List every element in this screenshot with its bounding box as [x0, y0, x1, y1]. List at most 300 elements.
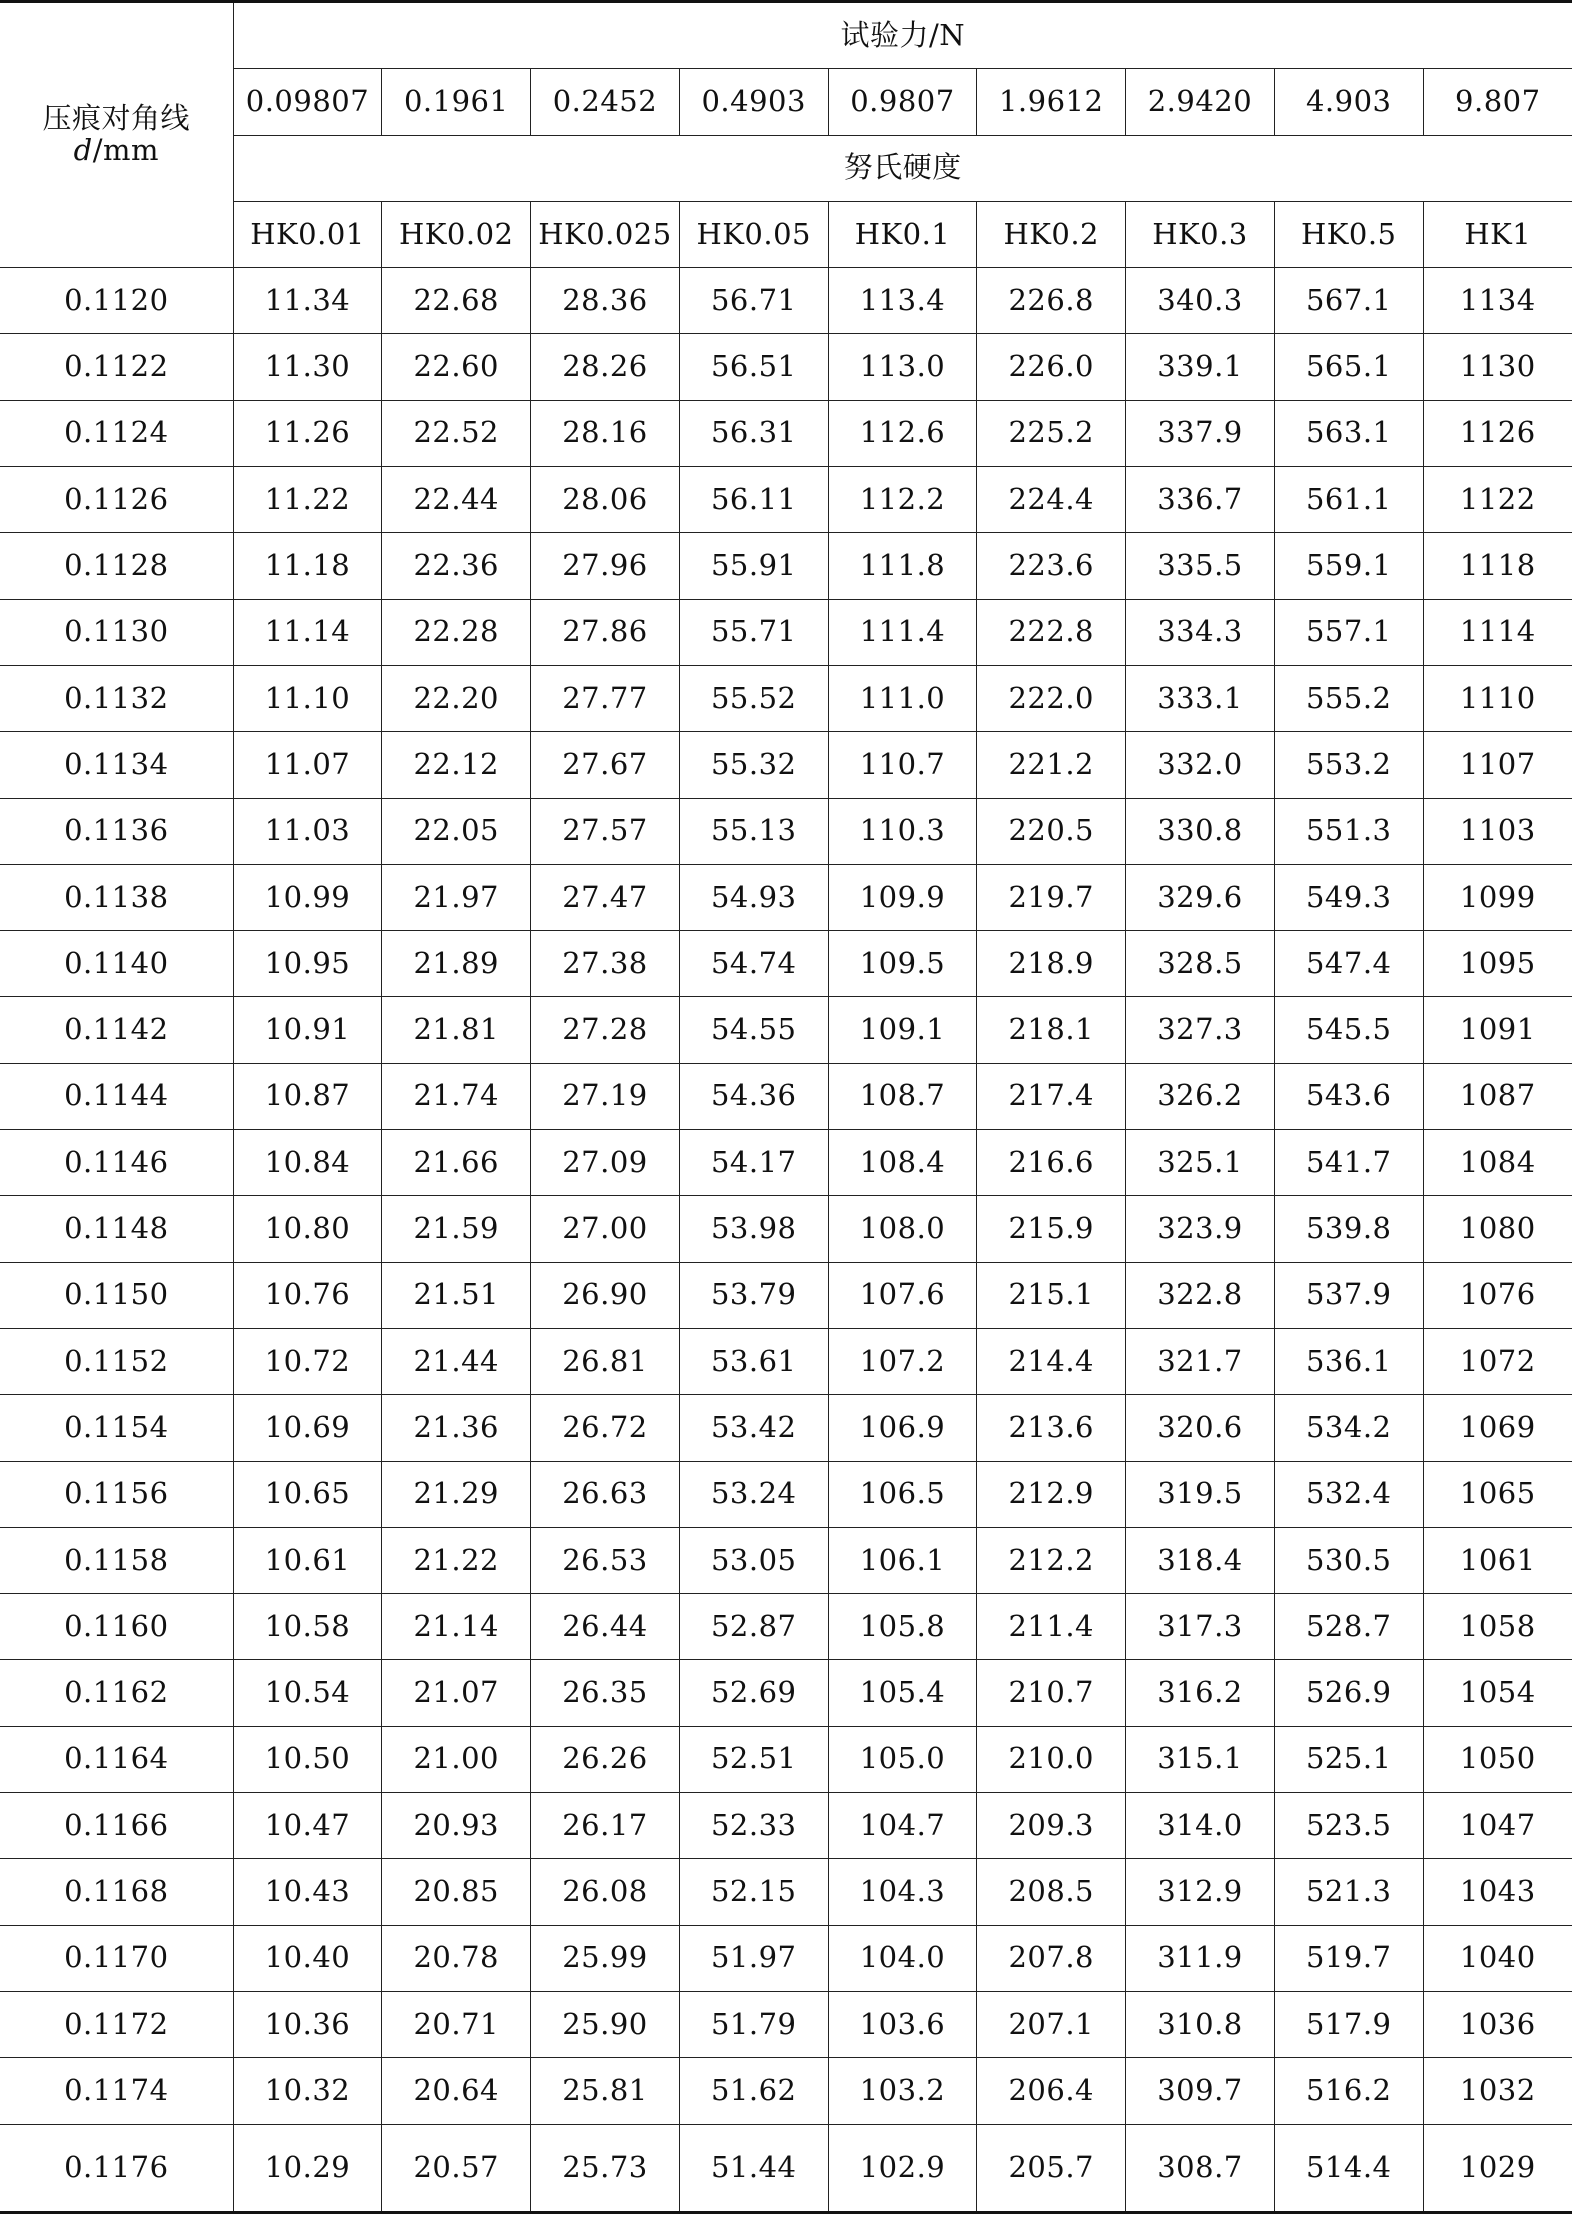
hardness-value: 27.09: [531, 1130, 680, 1196]
table-row: [0, 599, 1572, 665]
hardness-value: 21.29: [382, 1461, 531, 1527]
diagonal-value: 0.1158: [0, 1527, 233, 1593]
hardness-value: 22.28: [382, 599, 531, 665]
hardness-value: 104.3: [828, 1859, 977, 1925]
hardness-value: 10.36: [233, 1991, 382, 2057]
table-body: [0, 2, 1572, 2213]
hardness-value: 11.03: [233, 798, 382, 864]
hardness-value: 27.00: [531, 1196, 680, 1262]
table-row: [0, 1726, 1572, 1792]
diagonal-value: 0.1164: [0, 1726, 233, 1792]
hardness-value: 22.20: [382, 665, 531, 731]
table-row: [0, 1793, 1572, 1859]
hardness-value: 27.96: [531, 533, 680, 599]
table-row: [0, 2124, 1572, 2212]
hardness-value: 109.9: [828, 864, 977, 930]
hardness-value: 111.0: [828, 665, 977, 731]
header-row-forces: [0, 69, 1572, 135]
hardness-value: 322.8: [1126, 1262, 1275, 1328]
diagonal-value: 0.1160: [0, 1594, 233, 1660]
table-row: [0, 1660, 1572, 1726]
hardness-value: 514.4: [1274, 2124, 1423, 2212]
diagonal-value: 0.1150: [0, 1262, 233, 1328]
hardness-value: 308.7: [1126, 2124, 1275, 2212]
hardness-value: 1080: [1423, 1196, 1572, 1262]
hardness-value: 104.7: [828, 1793, 977, 1859]
hardness-value: 112.6: [828, 400, 977, 466]
table-row: [0, 1328, 1572, 1394]
hardness-value: 559.1: [1274, 533, 1423, 599]
table-row: [0, 1262, 1572, 1328]
hardness-value: 109.1: [828, 997, 977, 1063]
hardness-value: 28.26: [531, 334, 680, 400]
hardness-value: 567.1: [1274, 268, 1423, 334]
test-force-value: 2.9420: [1126, 69, 1275, 135]
hardness-scale-label: HK0.025: [531, 201, 680, 267]
hardness-value: 21.07: [382, 1660, 531, 1726]
hardness-value: 21.89: [382, 931, 531, 997]
hardness-value: 27.38: [531, 931, 680, 997]
hardness-value: 561.1: [1274, 467, 1423, 533]
diagonal-value: 0.1146: [0, 1130, 233, 1196]
diagonal-value: 0.1166: [0, 1793, 233, 1859]
hardness-value: 21.14: [382, 1594, 531, 1660]
hardness-value: 336.7: [1126, 467, 1275, 533]
hardness-value: 105.8: [828, 1594, 977, 1660]
hardness-value: 318.4: [1126, 1527, 1275, 1593]
diagonal-variable: d: [73, 133, 93, 168]
hardness-value: 219.7: [977, 864, 1126, 930]
test-force-header: 试验力/N: [233, 2, 1572, 69]
hardness-value: 314.0: [1126, 1793, 1275, 1859]
hardness-value: 329.6: [1126, 864, 1275, 930]
hardness-value: 55.71: [679, 599, 828, 665]
indent-diagonal-header: [0, 2, 233, 268]
table-row: [0, 1991, 1572, 2057]
table-row: [0, 400, 1572, 466]
hardness-value: 20.64: [382, 2058, 531, 2124]
hardness-value: 21.97: [382, 864, 531, 930]
hardness-value: 1114: [1423, 599, 1572, 665]
hardness-value: 211.4: [977, 1594, 1126, 1660]
hardness-value: 335.5: [1126, 533, 1275, 599]
hardness-value: 563.1: [1274, 400, 1423, 466]
hardness-value: 21.66: [382, 1130, 531, 1196]
hardness-value: 1036: [1423, 1991, 1572, 2057]
hardness-value: 1103: [1423, 798, 1572, 864]
hardness-value: 1084: [1423, 1130, 1572, 1196]
hardness-value: 340.3: [1126, 268, 1275, 334]
hardness-value: 218.9: [977, 931, 1126, 997]
diagonal-value: 0.1122: [0, 334, 233, 400]
hardness-value: 21.00: [382, 1726, 531, 1792]
hardness-value: 320.6: [1126, 1395, 1275, 1461]
hardness-value: 107.2: [828, 1328, 977, 1394]
hardness-value: 224.4: [977, 467, 1126, 533]
hardness-value: 311.9: [1126, 1925, 1275, 1991]
hardness-value: 525.1: [1274, 1726, 1423, 1792]
hardness-value: 20.57: [382, 2124, 531, 2212]
table-row: [0, 864, 1572, 930]
hardness-value: 103.6: [828, 1991, 977, 2057]
hardness-value: 11.34: [233, 268, 382, 334]
diagonal-value: 0.1168: [0, 1859, 233, 1925]
hardness-value: 213.6: [977, 1395, 1126, 1461]
hardness-value: 312.9: [1126, 1859, 1275, 1925]
hardness-value: 565.1: [1274, 334, 1423, 400]
hardness-value: 1069: [1423, 1395, 1572, 1461]
hardness-value: 214.4: [977, 1328, 1126, 1394]
hardness-value: 109.5: [828, 931, 977, 997]
hardness-value: 105.4: [828, 1660, 977, 1726]
hardness-value: 547.4: [1274, 931, 1423, 997]
hardness-value: 536.1: [1274, 1328, 1423, 1394]
table-row: [0, 997, 1572, 1063]
hardness-value: 212.9: [977, 1461, 1126, 1527]
hardness-value: 1043: [1423, 1859, 1572, 1925]
hardness-value: 28.36: [531, 268, 680, 334]
hardness-value: 1118: [1423, 533, 1572, 599]
hardness-value: 55.91: [679, 533, 828, 599]
hardness-value: 21.36: [382, 1395, 531, 1461]
hardness-value: 1040: [1423, 1925, 1572, 1991]
hardness-value: 221.2: [977, 732, 1126, 798]
hardness-value: 325.1: [1126, 1130, 1275, 1196]
hardness-scale-label: HK0.3: [1126, 201, 1275, 267]
diagonal-value: 0.1154: [0, 1395, 233, 1461]
knoop-hardness-header: 努氏硬度: [233, 135, 1572, 201]
hardness-value: 517.9: [1274, 1991, 1423, 2057]
hardness-value: 1076: [1423, 1262, 1572, 1328]
hardness-value: 206.4: [977, 2058, 1126, 2124]
hardness-value: 215.9: [977, 1196, 1126, 1262]
hardness-value: 20.78: [382, 1925, 531, 1991]
hardness-value: 102.9: [828, 2124, 977, 2212]
hardness-value: 25.81: [531, 2058, 680, 2124]
hardness-value: 56.51: [679, 334, 828, 400]
table-row: [0, 1594, 1572, 1660]
hardness-value: 54.55: [679, 997, 828, 1063]
table-row: [0, 931, 1572, 997]
test-force-value: 4.903: [1274, 69, 1423, 135]
hardness-value: 22.05: [382, 798, 531, 864]
hardness-value: 56.11: [679, 467, 828, 533]
hardness-value: 1061: [1423, 1527, 1572, 1593]
diagonal-value: 0.1142: [0, 997, 233, 1063]
hardness-value: 1126: [1423, 400, 1572, 466]
test-force-value: 0.1961: [382, 69, 531, 135]
hardness-value: 26.63: [531, 1461, 680, 1527]
hardness-value: 333.1: [1126, 665, 1275, 731]
hardness-value: 22.44: [382, 467, 531, 533]
hardness-value: 21.51: [382, 1262, 531, 1328]
hardness-value: 104.0: [828, 1925, 977, 1991]
diagonal-unit-label: [0, 135, 233, 167]
hardness-value: 20.71: [382, 1991, 531, 2057]
hardness-value: 10.43: [233, 1859, 382, 1925]
hardness-value: 52.15: [679, 1859, 828, 1925]
hardness-value: 107.6: [828, 1262, 977, 1328]
hardness-value: 56.71: [679, 268, 828, 334]
hardness-value: 51.44: [679, 2124, 828, 2212]
hardness-value: 339.1: [1126, 334, 1275, 400]
hardness-value: 26.53: [531, 1527, 680, 1593]
hardness-value: 53.98: [679, 1196, 828, 1262]
hardness-value: 53.24: [679, 1461, 828, 1527]
hardness-value: 52.69: [679, 1660, 828, 1726]
hardness-scale-label: HK0.01: [233, 201, 382, 267]
hardness-value: 216.6: [977, 1130, 1126, 1196]
diagonal-value: 0.1138: [0, 864, 233, 930]
test-force-value: 1.9612: [977, 69, 1126, 135]
hardness-value: 55.13: [679, 798, 828, 864]
hardness-value: 21.74: [382, 1063, 531, 1129]
hardness-value: 10.87: [233, 1063, 382, 1129]
hardness-value: 10.91: [233, 997, 382, 1063]
hardness-value: 1095: [1423, 931, 1572, 997]
hardness-value: 519.7: [1274, 1925, 1423, 1991]
hardness-value: 26.90: [531, 1262, 680, 1328]
hardness-value: 11.26: [233, 400, 382, 466]
diagonal-value: 0.1170: [0, 1925, 233, 1991]
hardness-value: 105.0: [828, 1726, 977, 1792]
hardness-value: 210.0: [977, 1726, 1126, 1792]
hardness-value: 1122: [1423, 467, 1572, 533]
hardness-value: 10.76: [233, 1262, 382, 1328]
hardness-value: 328.5: [1126, 931, 1275, 997]
hardness-value: 10.32: [233, 2058, 382, 2124]
hardness-value: 110.3: [828, 798, 977, 864]
hardness-value: 106.1: [828, 1527, 977, 1593]
hardness-value: 1130: [1423, 334, 1572, 400]
table-row: [0, 1063, 1572, 1129]
hardness-value: 526.9: [1274, 1660, 1423, 1726]
hardness-value: 26.72: [531, 1395, 680, 1461]
hardness-value: 112.2: [828, 467, 977, 533]
hardness-value: 319.5: [1126, 1461, 1275, 1527]
diagonal-value: 0.1130: [0, 599, 233, 665]
hardness-value: 22.60: [382, 334, 531, 400]
hardness-value: 326.2: [1126, 1063, 1275, 1129]
hardness-value: 1032: [1423, 2058, 1572, 2124]
hardness-value: 52.51: [679, 1726, 828, 1792]
hardness-value: 545.5: [1274, 997, 1423, 1063]
diagonal-value: 0.1128: [0, 533, 233, 599]
hardness-value: 310.8: [1126, 1991, 1275, 2057]
hardness-value: 22.12: [382, 732, 531, 798]
table-row: [0, 1196, 1572, 1262]
test-force-value: 0.4903: [679, 69, 828, 135]
hardness-value: 1065: [1423, 1461, 1572, 1527]
hardness-value: 27.57: [531, 798, 680, 864]
hardness-value: 108.0: [828, 1196, 977, 1262]
hardness-value: 10.50: [233, 1726, 382, 1792]
hardness-value: 10.69: [233, 1395, 382, 1461]
hardness-value: 51.79: [679, 1991, 828, 2057]
hardness-scale-label: HK0.02: [382, 201, 531, 267]
diagonal-value: 0.1134: [0, 732, 233, 798]
hardness-value: 334.3: [1126, 599, 1275, 665]
diagonal-value: 0.1172: [0, 1991, 233, 2057]
table-row: [0, 334, 1572, 400]
hardness-value: 10.80: [233, 1196, 382, 1262]
diagonal-value: 0.1162: [0, 1660, 233, 1726]
diagonal-value: 0.1144: [0, 1063, 233, 1129]
hardness-value: 51.62: [679, 2058, 828, 2124]
diagonal-value: 0.1126: [0, 467, 233, 533]
hardness-value: 52.33: [679, 1793, 828, 1859]
hardness-value: 557.1: [1274, 599, 1423, 665]
hardness-scale-label: HK0.1: [828, 201, 977, 267]
table-row: [0, 533, 1572, 599]
test-force-value: 0.09807: [233, 69, 382, 135]
diagonal-unit: /mm: [92, 133, 159, 168]
hardness-value: 113.0: [828, 334, 977, 400]
hardness-value: 11.30: [233, 334, 382, 400]
hardness-value: 106.9: [828, 1395, 977, 1461]
hardness-value: 51.97: [679, 1925, 828, 1991]
hardness-value: 25.73: [531, 2124, 680, 2212]
hardness-value: 317.3: [1126, 1594, 1275, 1660]
hardness-value: 205.7: [977, 2124, 1126, 2212]
hardness-value: 26.17: [531, 1793, 680, 1859]
table-row: [0, 1925, 1572, 1991]
hardness-value: 10.99: [233, 864, 382, 930]
hardness-value: 549.3: [1274, 864, 1423, 930]
hardness-value: 528.7: [1274, 1594, 1423, 1660]
hardness-value: 55.52: [679, 665, 828, 731]
hardness-value: 516.2: [1274, 2058, 1423, 2124]
hardness-value: 54.74: [679, 931, 828, 997]
hardness-value: 225.2: [977, 400, 1126, 466]
hardness-value: 217.4: [977, 1063, 1126, 1129]
hardness-value: 521.3: [1274, 1859, 1423, 1925]
hardness-value: 21.22: [382, 1527, 531, 1593]
hardness-value: 26.44: [531, 1594, 680, 1660]
table-row: [0, 1461, 1572, 1527]
hardness-value: 212.2: [977, 1527, 1126, 1593]
hardness-value: 54.93: [679, 864, 828, 930]
hardness-value: 222.8: [977, 599, 1126, 665]
hardness-value: 11.07: [233, 732, 382, 798]
hardness-value: 10.95: [233, 931, 382, 997]
hardness-value: 11.10: [233, 665, 382, 731]
hardness-value: 207.1: [977, 1991, 1126, 2057]
hardness-value: 220.5: [977, 798, 1126, 864]
hardness-value: 27.28: [531, 997, 680, 1063]
hardness-value: 1029: [1423, 2124, 1572, 2212]
hardness-value: 106.5: [828, 1461, 977, 1527]
hardness-value: 53.61: [679, 1328, 828, 1394]
hardness-value: 56.31: [679, 400, 828, 466]
table-row: [0, 1130, 1572, 1196]
hardness-value: 10.65: [233, 1461, 382, 1527]
hardness-value: 22.52: [382, 400, 531, 466]
hardness-value: 110.7: [828, 732, 977, 798]
hardness-value: 207.8: [977, 1925, 1126, 1991]
hardness-value: 113.4: [828, 268, 977, 334]
hardness-value: 54.17: [679, 1130, 828, 1196]
test-force-value: 0.9807: [828, 69, 977, 135]
hardness-scale-label: HK0.05: [679, 201, 828, 267]
hardness-value: 20.93: [382, 1793, 531, 1859]
hardness-value: 54.36: [679, 1063, 828, 1129]
hardness-value: 215.1: [977, 1262, 1126, 1328]
hardness-value: 553.2: [1274, 732, 1423, 798]
table-row: [0, 665, 1572, 731]
table-row: [0, 732, 1572, 798]
hardness-value: 26.35: [531, 1660, 680, 1726]
hardness-value: 10.72: [233, 1328, 382, 1394]
hardness-value: 26.81: [531, 1328, 680, 1394]
table-row: [0, 2058, 1572, 2124]
header-row-hardness-title: [0, 135, 1572, 201]
test-force-value: 0.2452: [531, 69, 680, 135]
hardness-value: 209.3: [977, 1793, 1126, 1859]
hardness-scale-label: HK0.5: [1274, 201, 1423, 267]
hardness-value: 10.54: [233, 1660, 382, 1726]
diagonal-value: 0.1132: [0, 665, 233, 731]
hardness-value: 22.68: [382, 268, 531, 334]
hardness-value: 1091: [1423, 997, 1572, 1063]
hardness-value: 555.2: [1274, 665, 1423, 731]
table-row: [0, 467, 1572, 533]
hardness-value: 1050: [1423, 1726, 1572, 1792]
hardness-value: 1099: [1423, 864, 1572, 930]
hardness-value: 53.05: [679, 1527, 828, 1593]
indent-diagonal-label: 压痕对角线: [42, 101, 191, 136]
hardness-value: 10.58: [233, 1594, 382, 1660]
diagonal-value: 0.1176: [0, 2124, 233, 2212]
hardness-value: 27.77: [531, 665, 680, 731]
hardness-value: 1134: [1423, 268, 1572, 334]
hardness-value: 218.1: [977, 997, 1126, 1063]
test-force-value: 9.807: [1423, 69, 1572, 135]
hardness-value: 26.08: [531, 1859, 680, 1925]
hardness-value: 11.22: [233, 467, 382, 533]
hardness-value: 222.0: [977, 665, 1126, 731]
hardness-value: 321.7: [1126, 1328, 1275, 1394]
hardness-value: 1087: [1423, 1063, 1572, 1129]
hardness-value: 1047: [1423, 1793, 1572, 1859]
hardness-value: 530.5: [1274, 1527, 1423, 1593]
hardness-value: 223.6: [977, 533, 1126, 599]
hardness-value: 1072: [1423, 1328, 1572, 1394]
hardness-value: 111.8: [828, 533, 977, 599]
hardness-value: 332.0: [1126, 732, 1275, 798]
hardness-value: 315.1: [1126, 1726, 1275, 1792]
hardness-value: 53.42: [679, 1395, 828, 1461]
hardness-value: 108.4: [828, 1130, 977, 1196]
diagonal-value: 0.1156: [0, 1461, 233, 1527]
hardness-value: 327.3: [1126, 997, 1275, 1063]
hardness-value: 1054: [1423, 1660, 1572, 1726]
hardness-value: 1107: [1423, 732, 1572, 798]
hardness-value: 208.5: [977, 1859, 1126, 1925]
hardness-value: 537.9: [1274, 1262, 1423, 1328]
table-row: [0, 1527, 1572, 1593]
hardness-value: 532.4: [1274, 1461, 1423, 1527]
hardness-value: 111.4: [828, 599, 977, 665]
hardness-value: 55.32: [679, 732, 828, 798]
hardness-value: 337.9: [1126, 400, 1275, 466]
table-row: [0, 268, 1572, 334]
hardness-value: 28.06: [531, 467, 680, 533]
hardness-value: 543.6: [1274, 1063, 1423, 1129]
hardness-value: 21.59: [382, 1196, 531, 1262]
diagonal-value: 0.1148: [0, 1196, 233, 1262]
hardness-value: 21.81: [382, 997, 531, 1063]
